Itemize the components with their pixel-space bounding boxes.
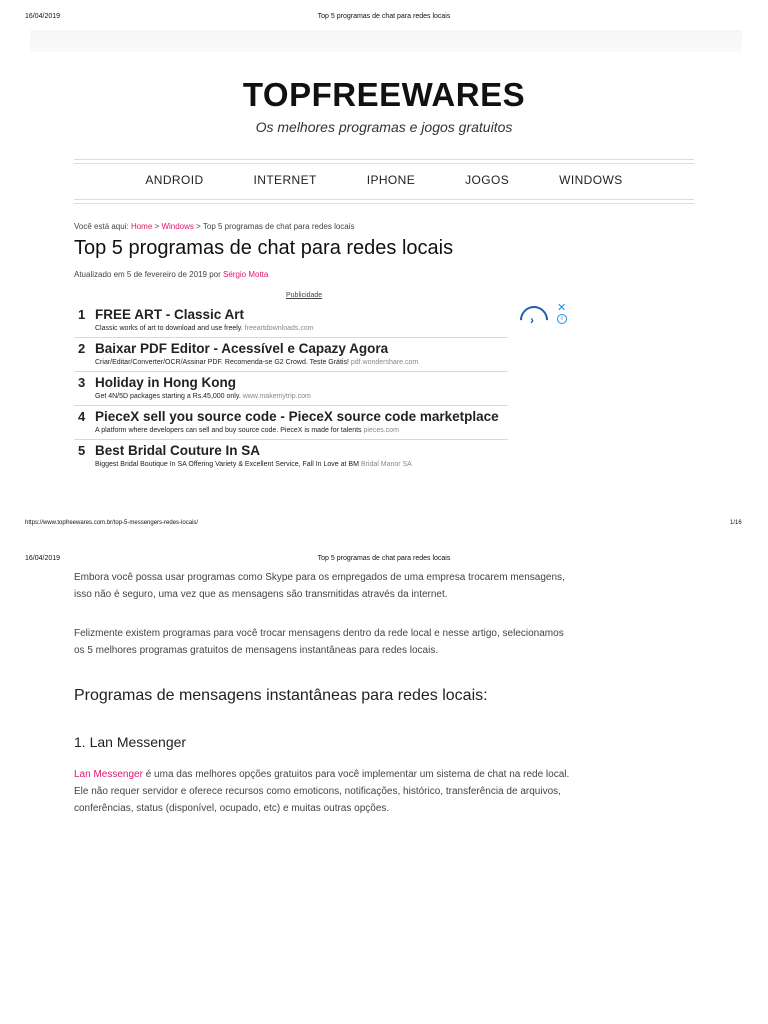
ad-source[interactable]: pieces.com — [363, 427, 399, 434]
ad-title[interactable]: PieceX sell you source code - PieceX source code marketplace — [95, 409, 499, 424]
ad-desc-text: Criar/Editar/Converter/OCR/Assinar PDF. Recomenda-se G2 Crowd. Teste Grátis! — [95, 359, 349, 366]
ad-desc-text: A platform where developers can sell and buy source code. PieceX is made for talents — [95, 427, 362, 434]
ad-source[interactable]: pdf.wondershare.com — [350, 359, 419, 366]
breadcrumb-separator: > — [196, 222, 201, 231]
print-date: 16/04/2019 — [25, 13, 61, 20]
ad-source[interactable]: freeartdownloads.com — [244, 325, 314, 332]
ad-label: Publicidade — [286, 292, 323, 299]
nav-bottom-rule — [74, 199, 694, 204]
breadcrumb-separator: > — [154, 222, 160, 231]
ad-number: 2 — [78, 341, 86, 356]
ad-item[interactable] — [74, 440, 508, 473]
print-date: 16/04/2019 — [25, 555, 61, 562]
paragraph: Embora você possa usar programas como Skype para os empregados de uma empresa trocarem mensagens, isso não é seguro, uma vez que as mensagens são transmitidas através da internet. — [74, 572, 565, 600]
nav-item-jogos[interactable]: JOGOS — [465, 173, 510, 187]
info-icon[interactable]: i — [557, 314, 567, 324]
close-icon[interactable]: ✕ — [557, 302, 567, 314]
breadcrumb-prefix: Você está aqui: — [74, 222, 129, 231]
paragraph-text: é uma das melhores opções gratuitos para você implementar um sistema de chat na rede local. Ele não requer servidor e oferece recursos como emoticons, notificações, histórico, transferência de arquivos, conferências, status (disponível, ocupado, etc) e muitas outras opções. — [74, 769, 570, 814]
ad-desc-text: Classic works of art to download and use freely. — [95, 325, 243, 332]
ad-item[interactable] — [74, 406, 508, 440]
ad-number: 3 — [78, 375, 86, 390]
paragraph — [74, 766, 570, 817]
ad-title[interactable]: Holiday in Hong Kong — [95, 375, 236, 390]
ad-arrow-icon[interactable] — [514, 300, 554, 340]
paragraph: Felizmente existem programas para você trocar mensagens dentro da rede local e nesse artigo, selecionamos os 5 melhores programas gratuitos de mensagens instantâneas para redes locais. — [74, 628, 564, 656]
site-title[interactable]: TOPFREEWARES — [242, 76, 526, 113]
ad-description — [95, 425, 508, 436]
ad-item[interactable] — [74, 304, 508, 338]
breadcrumb-home-link[interactable]: Home — [130, 222, 153, 231]
ad-desc-text: Biggest Bridal Boutique In SA Offering Variety & Excellent Service, Fall In Love at BM — [95, 461, 359, 468]
lan-messenger-link[interactable]: Lan Messenger — [74, 769, 143, 780]
ad-title[interactable]: Baixar PDF Editor - Acessível e Capazy Agora — [95, 341, 389, 356]
ad-number: 1 — [78, 307, 86, 322]
print-url: https://www.topfreewares.com.br/top-5-messengers-redes-locais/ — [25, 520, 199, 526]
ad-description — [95, 323, 508, 334]
ad-source[interactable]: Bridal Manor SA — [360, 461, 412, 468]
article-title: Top 5 programas de chat para redes locais — [74, 237, 454, 259]
subsection-heading: 1. Lan Messenger — [74, 734, 187, 750]
site-tagline: Os melhores programas e jogos gratuitos — [255, 119, 513, 135]
chevron-right-icon: › — [530, 313, 534, 327]
breadcrumb-current: Top 5 programas de chat para redes locais — [202, 222, 355, 231]
ad-item[interactable] — [74, 338, 508, 372]
header-bar — [30, 30, 742, 52]
ad-title[interactable]: Best Bridal Couture In SA — [95, 443, 261, 458]
print-title: Top 5 programas de chat para redes locais — [317, 555, 451, 562]
ad-description — [95, 459, 508, 470]
article-meta — [74, 270, 268, 279]
nav-item-iphone[interactable]: IPHONE — [366, 173, 416, 187]
nav-item-android[interactable]: ANDROID — [145, 173, 204, 187]
ad-desc-text: Get 4N/5D packages starting a Rs.45,000 only. — [95, 393, 241, 400]
nav-item-internet[interactable]: INTERNET — [253, 173, 317, 187]
ad-source[interactable]: www.makemytrip.com — [242, 393, 311, 400]
main-nav — [74, 166, 694, 194]
print-title: Top 5 programas de chat para redes locais — [317, 13, 451, 20]
author-link[interactable]: Sérgio Motta — [223, 270, 269, 279]
ad-description — [95, 391, 508, 402]
ad-description — [95, 357, 508, 368]
nav-item-windows[interactable]: WINDOWS — [559, 173, 623, 187]
meta-updated: Atualizado em 5 de fevereiro de 2019 por — [74, 270, 221, 279]
breadcrumb-section-link[interactable]: Windows — [161, 222, 194, 231]
section-heading: Programas de mensagens instantâneas para redes locais: — [74, 687, 488, 704]
breadcrumb — [74, 222, 355, 231]
nav-top-rule — [74, 159, 694, 164]
ad-number: 4 — [78, 409, 86, 424]
ad-list — [74, 304, 508, 473]
print-page-number: 1/16 — [730, 520, 742, 526]
ad-title[interactable]: FREE ART - Classic Art — [95, 307, 245, 322]
ad-choices[interactable] — [520, 303, 572, 329]
ad-item[interactable] — [74, 372, 508, 406]
ad-number: 5 — [78, 443, 86, 458]
